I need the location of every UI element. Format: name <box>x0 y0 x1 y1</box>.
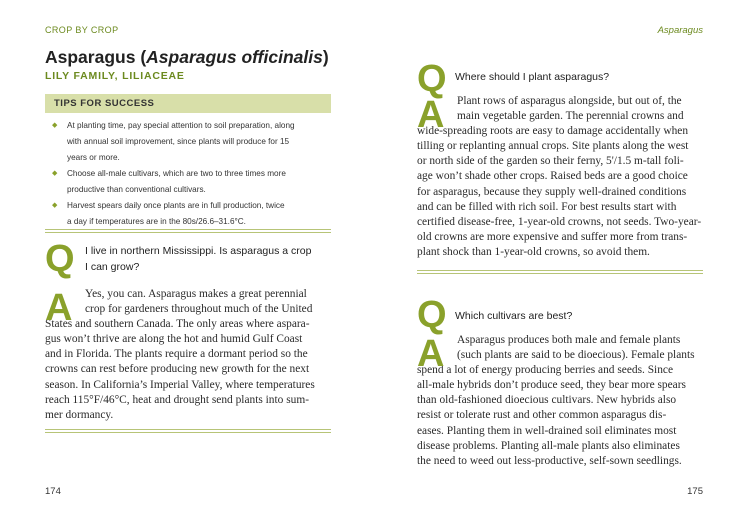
answer-line: eases. Planting them in well-drained soil eliminates most <box>417 424 677 437</box>
question-line: I live in northern Mississippi. Is asparagus a crop <box>85 245 312 257</box>
answer-text <box>417 333 703 469</box>
answer-line: old crowns are more expensive and suffer more from trans- <box>417 230 688 243</box>
answer-line: crop for gardeners throughout much of the United <box>85 303 313 316</box>
tip-item <box>45 198 331 230</box>
answer-block <box>417 94 703 260</box>
divider-rule <box>45 429 331 433</box>
answer-line: resist or tolerate rust and other common asparagus dis- <box>417 409 667 422</box>
diamond-bullet-icon: ◆ <box>52 170 58 177</box>
title-close-paren: ) <box>322 47 329 67</box>
title-open-paren: ( <box>140 47 147 67</box>
qa-block <box>45 240 333 423</box>
page-title <box>45 47 345 68</box>
diamond-bullet-icon: ◆ <box>52 202 58 209</box>
qa-block-2 <box>417 296 703 469</box>
answer-text <box>417 94 703 260</box>
answer-line: tilling or replanting annual crops. Site plants along the west <box>417 140 689 153</box>
answer-line: season. In California’s Imperial Valley, where temperatures <box>45 378 315 391</box>
divider-rule <box>417 270 703 274</box>
answer-line: reach 115°F/46°C, heat and drought send plants into sum- <box>45 393 309 406</box>
answer-line: crowns can rest before producing new growth for the next <box>45 363 310 376</box>
q-letter-icon: Q <box>417 294 447 336</box>
tip-line: with annual soil improvement, since plants will produce for 15 <box>67 137 290 146</box>
page-number: 174 <box>45 486 61 497</box>
family-subtitle: LILY FAMILY, LILIACEAE <box>45 70 185 82</box>
a-letter-icon: A <box>417 94 445 136</box>
title-common: Asparagus <box>45 47 136 67</box>
divider-rule <box>45 229 331 233</box>
answer-block <box>417 333 703 469</box>
answer-line: spend a lot of energy producing berries and seeds. Since <box>417 364 674 377</box>
answer-line: certified disease-free, 1-year-old crowns, not seeds. Two-year- <box>417 215 702 228</box>
answer-line: gus won’t thrive are along the hot and humid Gulf Coast <box>45 333 303 346</box>
tips-header: TIPS FOR SUCCESS <box>45 94 331 113</box>
tip-line: a day if temperatures are in the 80s/26.6–31.6°C. <box>67 217 246 226</box>
answer-line: disease problems. Planting all-male plants also eliminates <box>417 439 680 452</box>
answer-line: mer dormancy. <box>45 408 114 421</box>
tip-line: At planting time, pay special attention to soil preparation, along <box>67 121 295 130</box>
question-text: Which cultivars are best? <box>455 310 573 322</box>
tips-list <box>45 118 331 230</box>
answer-block <box>45 287 333 423</box>
question-text: Where should I plant asparagus? <box>455 71 610 83</box>
answer-line: Yes, you can. Asparagus makes a great perennial <box>85 288 307 300</box>
running-head-left: CROP BY CROP <box>45 25 119 35</box>
tip-line: years or more. <box>67 153 120 162</box>
right-page <box>375 0 750 531</box>
answer-line: and can be filled with rich soil. For best results start with <box>417 200 677 213</box>
question-text <box>45 240 333 275</box>
a-letter-icon: A <box>45 287 73 329</box>
answer-line: the need to weed out less-productive, self-sown seedlings. <box>417 454 682 467</box>
answer-text <box>45 287 333 423</box>
title-latin: Asparagus officinalis <box>146 47 323 67</box>
answer-line: plant shock than 1-year-old crowns, so avoid them. <box>417 245 650 258</box>
qa-block-1 <box>417 60 703 260</box>
answer-line: than old-fashioned dioecious cultivars. New hybrids also <box>417 394 677 407</box>
answer-line: wide-spreading roots are easy to damage accidentally when <box>417 125 689 138</box>
q-letter-icon: Q <box>45 238 75 280</box>
answer-line: Plant rows of asparagus alongside, but out of, the <box>457 95 682 107</box>
tip-item <box>45 118 331 166</box>
running-head-right: Asparagus <box>657 25 703 36</box>
answer-line: and in Florida. The plants require a dormant period so the <box>45 348 308 361</box>
tip-item <box>45 166 331 198</box>
a-letter-icon: A <box>417 333 445 375</box>
tips-box <box>45 94 331 230</box>
tip-line: Choose all-male cultivars, which are two to three times more <box>67 169 286 178</box>
tip-line: productive than conventional cultivars. <box>67 185 206 194</box>
answer-line: for asparagus, because they supply well-drained conditions <box>417 185 687 198</box>
answer-line: (such plants are said to be dioecious). Female plants <box>457 349 695 362</box>
tip-line: Harvest spears daily once plants are in full production, twice <box>67 201 285 210</box>
page-number: 175 <box>687 486 703 497</box>
diamond-bullet-icon: ◆ <box>52 122 58 129</box>
q-letter-icon: Q <box>417 58 447 100</box>
answer-line: age won’t shade other crops. Raised beds are a good choice <box>417 170 688 183</box>
answer-line: or north side of the garden so their ferny, 5'/1.5 m-tall foli- <box>417 155 684 168</box>
answer-line: main vegetable garden. The perennial crowns and <box>457 110 684 123</box>
answer-line: States and southern Canada. The only areas where aspara- <box>45 318 310 331</box>
answer-line: all-male hybrids don’t produce seed, they bear more spears <box>417 379 686 392</box>
answer-line: Asparagus produces both male and female plants <box>457 334 681 346</box>
question-line: I can grow? <box>85 261 140 273</box>
